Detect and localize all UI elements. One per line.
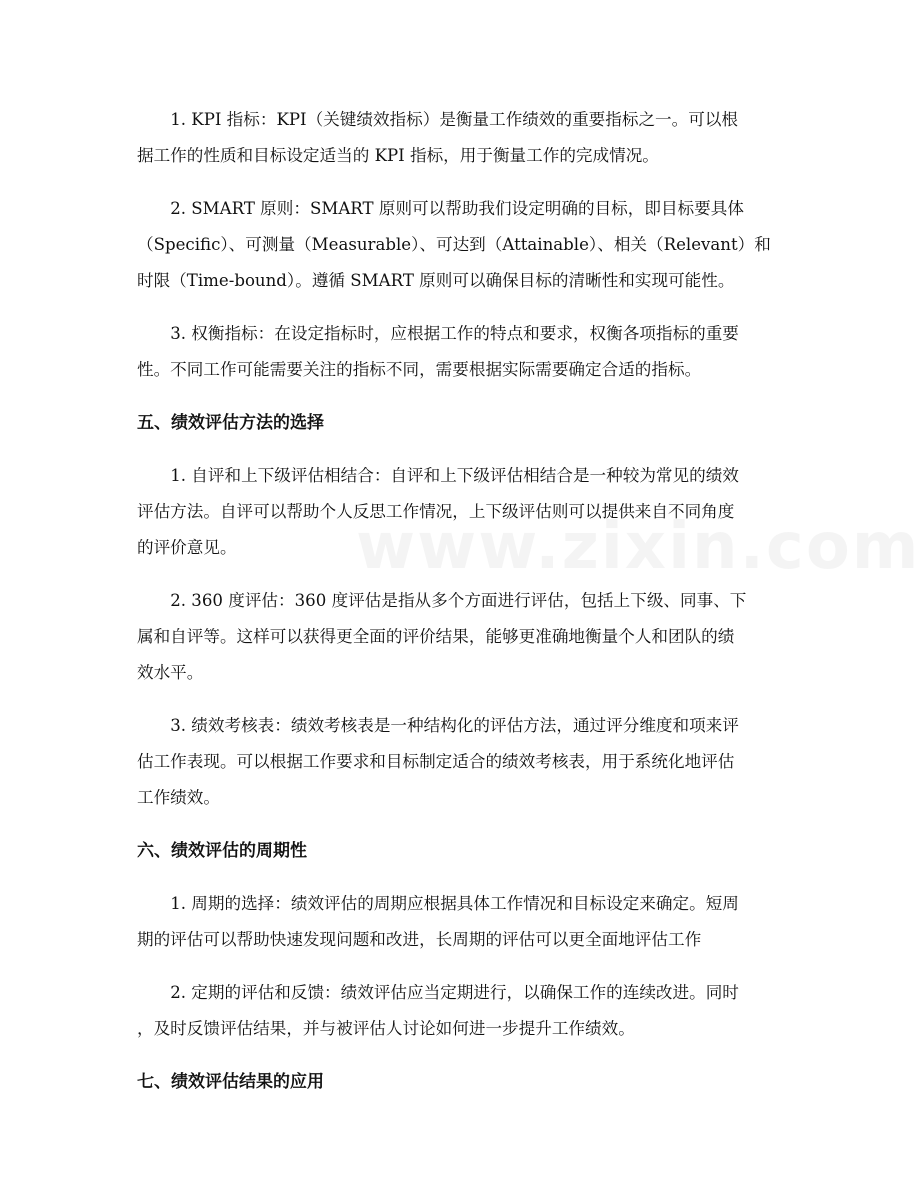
paragraph-line: 评估方法。自评可以帮助个人反思工作情况，上下级评估则可以提供来自不同角度 <box>137 502 735 521</box>
paragraph-line: 3. 权衡指标：在设定指标时，应根据工作的特点和要求，权衡各项指标的重要 <box>170 324 739 343</box>
paragraph-line: 1. KPI 指标：KPI（关键绩效指标）是衡量工作绩效的重要指标之一。可以根 <box>170 110 739 129</box>
paragraph-line: 1. 周期的选择：绩效评估的周期应根据具体工作情况和目标设定来确定。短周 <box>170 894 739 913</box>
paragraph-line: （Specific）、可测量（Measurable）、可达到（Attainable）、相关（Relevant）和 <box>137 235 771 254</box>
paragraph-line: ，及时反馈评估结果，并与被评估人讨论如何进一步提升工作绩效。 <box>137 1019 635 1038</box>
paragraph-line: 3. 绩效考核表：绩效考核表是一种结构化的评估方法，通过评分维度和项来评 <box>170 716 739 735</box>
paragraph-line: 估工作表现。可以根据工作要求和目标制定适合的绩效考核表，用于系统化地评估 <box>137 752 735 771</box>
paragraph-line: 2. 360 度评估：360 度评估是指从多个方面进行评估，包括上下级、同事、下 <box>170 591 747 610</box>
section-heading-5: 五、绩效评估方法的选择 <box>137 413 324 433</box>
section-heading-6: 六、绩效评估的周期性 <box>137 841 307 861</box>
paragraph-line: 效水平。 <box>137 663 204 682</box>
paragraph-kpi <box>137 102 785 174</box>
paragraph-smart <box>137 191 785 299</box>
section-heading-7: 七、绩效评估结果的应用 <box>137 1072 324 1092</box>
paragraph-self-review <box>137 458 785 566</box>
paragraph-assessment-form <box>137 708 785 816</box>
paragraph-cycle-choice <box>137 886 785 958</box>
paragraph-line: 时限（Time-bound）。遵循 SMART 原则可以确保目标的清晰性和实现可能性。 <box>137 271 735 290</box>
paragraph-line: 期的评估可以帮助快速发现问题和改进，长周期的评估可以更全面地评估工作 <box>137 930 702 949</box>
paragraph-line: 1. 自评和上下级评估相结合：自评和上下级评估相结合是一种较为常见的绩效 <box>170 466 739 485</box>
paragraph-weighting <box>137 316 785 388</box>
paragraph-line: 2. SMART 原则：SMART 原则可以帮助我们设定明确的目标，即目标要具体 <box>170 199 744 218</box>
paragraph-line: 性。不同工作可能需要关注的指标不同，需要根据实际需要确定合适的指标。 <box>137 360 702 379</box>
paragraph-regular-feedback <box>137 975 785 1047</box>
paragraph-line: 属和自评等。这样可以获得更全面的评价结果，能够更准确地衡量个人和团队的绩 <box>137 627 735 646</box>
paragraph-360-review <box>137 583 785 691</box>
paragraph-line: 工作绩效。 <box>137 788 220 807</box>
paragraph-line: 的评价意见。 <box>137 538 237 557</box>
paragraph-line: 2. 定期的评估和反馈：绩效评估应当定期进行，以确保工作的连续改进。同时 <box>170 983 739 1002</box>
document-body <box>137 102 785 1117</box>
paragraph-line: 据工作的性质和目标设定适当的 KPI 指标，用于衡量工作的完成情况。 <box>137 146 659 165</box>
